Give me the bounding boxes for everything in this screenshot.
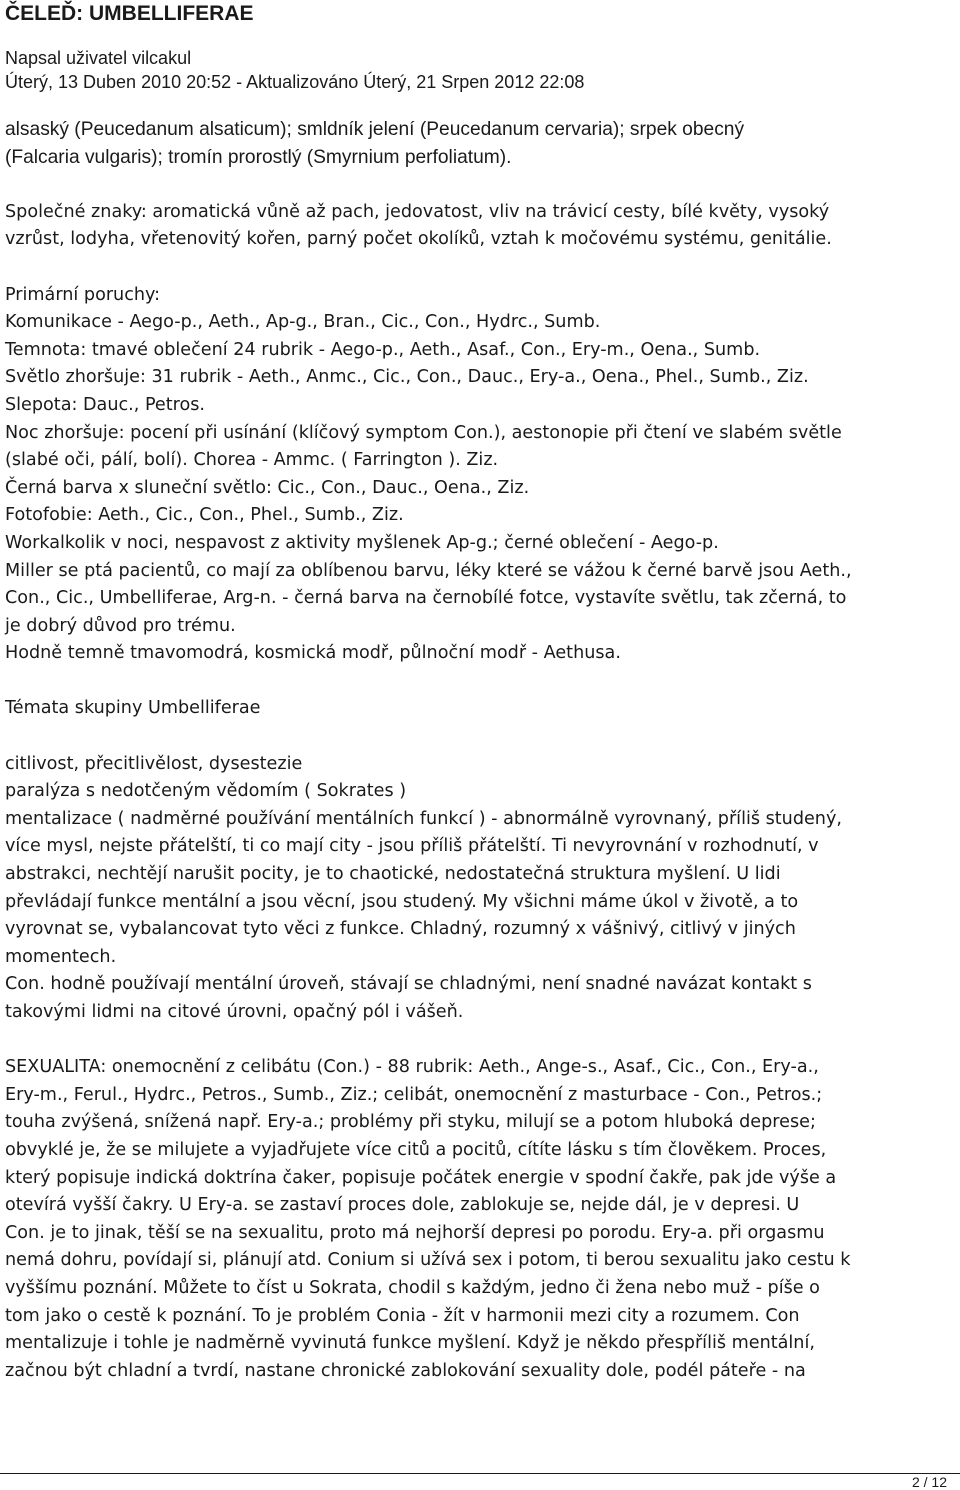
footer-divider [0,1473,960,1474]
paragraph-sexuality: SEXUALITA: onemocnění z celibátu (Con.) - 88 rubrik: Aeth., Ange-s., Asaf., Cic., Con., Ery-a., Ery-m., Ferul., Hydrc., Petros., Sumb., Ziz.; celibát, onemocnění z masturbace - Con., Petros.; touha zvýšená, snížená např. Ery-a.; problémy při styku, milují se a potom hluboká deprese; obvyklé je, že se milujete a vyjadřujete více citů a pocitů, cítíte lásku s tím člověkem. Proces, který popisuje indická doktrína čaker, popisuje počátek energie v spodní čakře, pak jde výše a otevírá vyšší čakry. U Ery-a. se zastaví proces dole, zablokuje se, nejde dál, je v depresi. U Con. je to jinak, těší se na sexualitu, proto má nejhorší depresi po porodu. Ery-a. při orgasmu nemá dohru, povídají si, plánují atd. Conium si užívá sex i potom, ti berou sexualitu jako cestu k vyššímu poznání. Můžete to číst u Sokrata, chodil s každým, jedno či žena nebo muž - píše o tom jako o cestě k poznání. To je problém Conia - žít v harmonii mezi city a rozumem. Con mentalizuje i tohle je nadměrně vyvinutá funkce myšlení. Když je někdo přespříliš mentální, začnou být chladní a tvrdí, nastane chronické zablokování sexuality dole, podél páteře - na [5,1057,851,1381]
article-body [5,116,957,1385]
paragraph-dark-blue: Hodně temně tmavomodrá, kosmická modř, půlnoční modř - Aethusa. [5,643,621,664]
theme-line-paralysis: paralýza s nedotčeným vědomím ( Sokrates ) [5,781,407,802]
primary-line-blindness: Slepota: Dauc., Petros. [5,394,206,415]
theme-line-sensitivity: citlivost, přecitlivělost, dysestezie [5,753,303,774]
paragraph-mentalization: mentalizace ( nadměrné používání mentálních funkcí ) - abnormálně vyrovnaný, příliš studený, více mysl, nejste přátelští, ti co mají city - jsou příliš přátelští. Ti nevyrovnání v rozhodnutí, v abstrakci, nechtějí narušit pocity, je to chaotické, nedostatečná struktura myšlení. U lidi převládají funkce mentální a jsou věcní, jsou studený. My všichni máme úkol v životě, a to vyrovnat se, vybalancovat tyto věci z funkce. Chladný, rozumný x vášnivý, citlivý v jiných momentech. [5,808,842,967]
page-header [5,0,955,27]
primary-line-black-color: Černá barva x sluneční světlo: Cic., Con., Dauc., Oena., Ziz. [5,477,530,498]
primary-line-workaholic: Workalkolik v noci, nespavost z aktivity myšlenek Ap-g.; černé oblečení - Aego-p. [5,532,719,553]
primary-line-night: Noc zhoršuje: pocení při usínání (klíčový symptom Con.), aestonopie při čtení ve slabém světle (slabé oči, pálí, bolí). Chorea - Ammc. ( Farrington ). Ziz. [5,422,842,471]
paragraph-common-traits: Společné znaky: aromatická vůně až pach, jedovatost, vliv na trávicí cesty, bílé květy, vysoký vzrůst, lodyha, vřetenovitý kořen, parný počet okolíků, vztah k močovému systému, genitálie. [5,201,832,250]
primary-line-light: Světlo zhoršuje: 31 rubrik - Aeth., Anmc., Cic., Con., Dauc., Ery-a., Oena., Phel., Sumb., Ziz. [5,367,809,388]
paragraph-species: alsaský (Peucedanum alsaticum); smldník jelení (Peucedanum cervaria); srpek obecný (Falcaria vulgaris); tromín prorostlý (Smyrnium perfoliatum). [5,119,745,168]
paragraph-con: Con. hodně používají mentální úroveň, stávají se chladnými, není snadné navázat kontakt s takovými lidmi na citové úrovni, opačný pól i vášeň. [5,974,812,1022]
date-line: Úterý, 13 Duben 2010 20:52 - Aktualizováno Úterý, 21 Srpen 2012 22:08 [5,72,585,92]
primary-line-photophobia: Fotofobie: Aeth., Cic., Con., Phel., Sumb., Ziz. [5,505,404,526]
primary-line-communication: Komunikace - Aego-p., Aeth., Ap-g., Bran., Cic., Con., Hydrc., Sumb. [5,312,601,333]
primary-line-darkness: Temnota: tmavé oblečení 24 rubrik - Aego-p., Aeth., Asaf., Con., Ery-m., Oena., Sumb. [5,339,761,360]
primary-disorders-heading: Primární poruchy: [5,284,161,305]
paragraph-miller: Miller se ptá pacientů, co mají za oblíbenou barvu, léky které se vážou k černé barvě jsou Aeth., Con., Cic., Umbelliferae, Arg-n. - černá barva na černobílé fotce, vystavíte světlu, tak zčerná, to je dobrý důvod pro trému. [5,560,852,636]
author-line: Napsal uživatel vilcakul [5,48,192,68]
themes-heading: Témata skupiny Umbelliferae [5,698,261,719]
page-number: 2 / 12 [911,1474,947,1490]
page-title: ČELEĎ: UMBELLIFERAE [5,2,254,25]
